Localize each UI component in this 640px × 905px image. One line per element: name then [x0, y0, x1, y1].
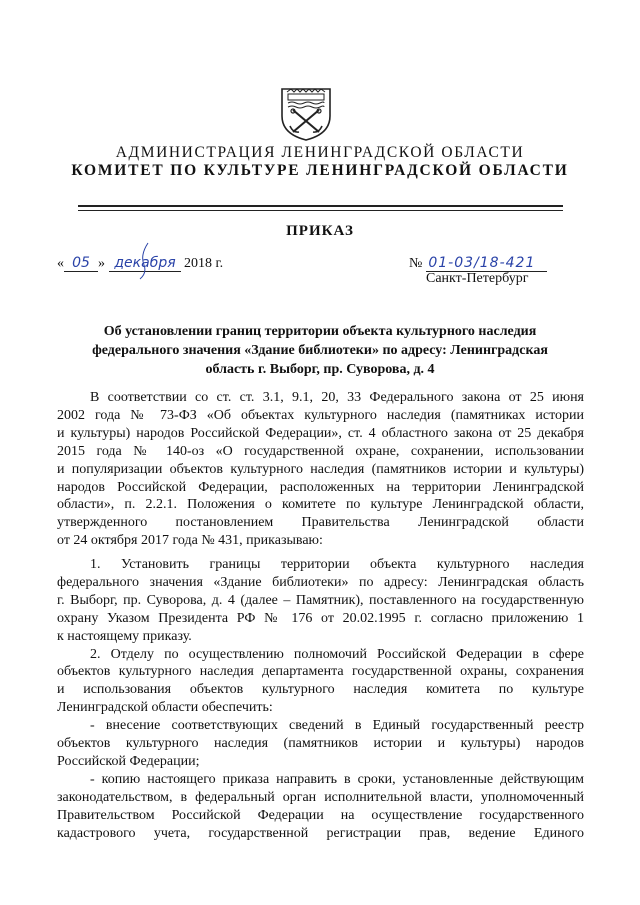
text-line: объектов культурного наследия департамента государственной охраны, сохранения — [57, 664, 584, 680]
order-subject-title — [60, 322, 580, 379]
org-name-committee: КОМИТЕТ ПО КУЛЬТУРЕ ЛЕНИНГРАДСКОЙ ОБЛАСТИ — [71, 162, 569, 179]
text-line: 1. Установить границы территории объекта культурного наследия — [90, 557, 584, 572]
date-day-handwritten: 05 — [64, 255, 98, 272]
text-line: Российской Федерации; — [57, 753, 200, 769]
text-line: к настоящему приказу. — [57, 628, 192, 644]
date-year: 2018 г. — [184, 256, 224, 271]
text-line: В соответствии со ст. ст. 3.1, 9.1, 20, 33 Федерального закона от 25 июня — [90, 390, 584, 405]
text-line: охрану Указом Президента РФ № 176 от 20.02.1995 г. согласно приложению 1 — [57, 610, 584, 626]
text-line: области», п. 2.2.1. Положения о комитете по культуре Ленинградской области, — [57, 497, 584, 513]
text-line: 2002 года № 73-ФЗ «Об объектах культурного наследия (памятниках истории — [57, 407, 584, 423]
handwritten-stroke-mark — [130, 241, 160, 281]
text-line: федерального значения «Здание библиотеки» по адресу: Ленинградская область — [57, 574, 584, 590]
text-line: г. Выборг, пр. Суворова, д. 4 (далее – Памятник), поставленного на государственную — [57, 592, 584, 608]
text-line: объектов культурного наследия (памятников истории и культуры) народов — [57, 736, 584, 752]
text-line: от 24 октября 2017 года № 431, приказываю: — [57, 533, 323, 549]
date-quote-open: « — [57, 256, 64, 271]
issue-place: Санкт-Петербург — [426, 271, 529, 286]
text-line: 2015 года № 140-оз «О государственной охране, сохранении, использовании — [57, 443, 584, 459]
text-line: Правительством Российской Федерации на осуществление государственного — [57, 807, 584, 823]
text-line: законодательством, в федеральный орган исполнительной власти, уполномоченный — [57, 789, 584, 805]
order-number-handwritten: 01-03/18-421 — [426, 255, 547, 272]
order-number — [409, 255, 547, 272]
text-line: утвержденного постановлением Правительства Ленинградской области — [57, 515, 584, 531]
header-divider-thin — [78, 210, 563, 211]
order-items — [57, 556, 584, 843]
title-line: федерального значения «Здание библиотеки» по адресу: Ленинградская — [92, 343, 548, 358]
text-line: кадастрового учета, государственной регистрации прав, ведение Единого — [57, 825, 584, 841]
text-line: и популяризации объектов культурного наследия (памятников истории и культуры) — [57, 461, 584, 477]
text-line: 2. Отделу по осуществлению полномочий Российской Федерации в сфере — [90, 646, 584, 662]
date-quote-close: » — [98, 256, 105, 271]
date-month-handwritten: декабря — [109, 255, 181, 272]
org-name-administration: АДМИНИСТРАЦИЯ ЛЕНИНГРАДСКОЙ ОБЛАСТИ — [115, 144, 525, 161]
text-line: - копию настоящего приказа направить в сроки, установленные действующим — [90, 771, 584, 787]
document-type-title: ПРИКАЗ — [286, 223, 354, 239]
preamble-paragraph — [57, 389, 584, 550]
header-divider-thick — [78, 205, 563, 207]
text-line: и использования объектов культурного наследия комитета по культуре — [57, 682, 584, 698]
text-line: - внесение соответствующих сведений в Единый государственный реестр — [90, 718, 584, 734]
text-line: и культуры) народов Российской Федерации», ст. 4 областного закона от 25 декабря — [57, 425, 584, 441]
number-sign: № — [409, 256, 423, 271]
coat-of-arms-emblem — [279, 86, 333, 142]
title-line: Об установлении границ территории объекта культурного наследия — [103, 324, 537, 339]
title-line: область г. Выборг, пр. Суворова, д. 4 — [205, 362, 435, 377]
text-line: народов Российской Федерации, расположенных на территории Ленинградской — [57, 479, 584, 495]
text-line: Ленинградской области обеспечить: — [57, 700, 273, 716]
